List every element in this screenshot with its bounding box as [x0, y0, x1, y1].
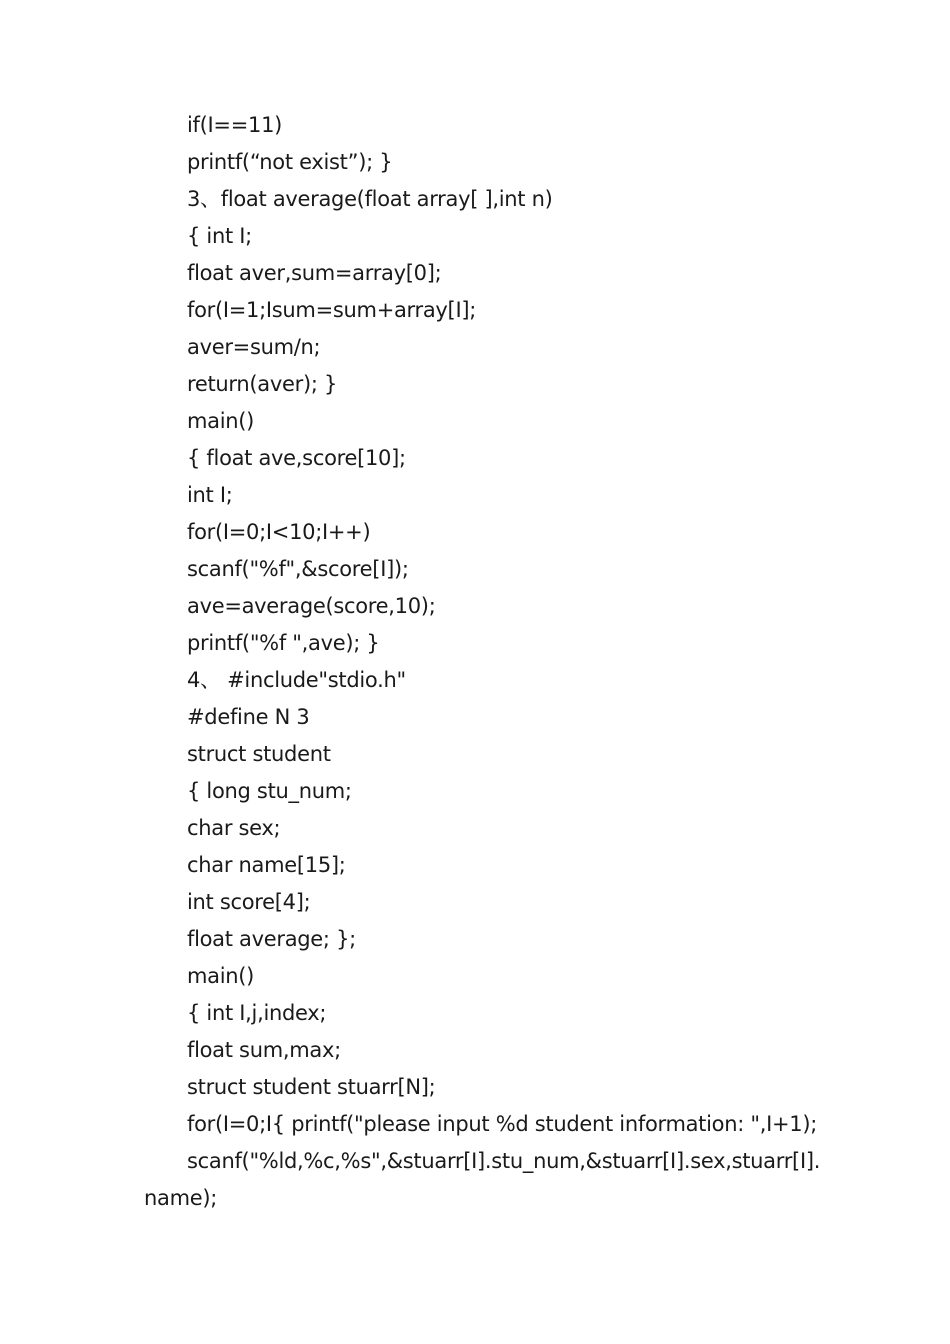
code-line: for(I=0;I{ printf("please input %d student information: ",I+1);	[187, 1112, 818, 1136]
code-line: #define N 3	[187, 705, 310, 729]
code-line-continuation: name);	[144, 1186, 218, 1210]
code-line: ave=average(score,10);	[187, 594, 436, 618]
code-line: { int I;	[187, 224, 252, 248]
code-line: { float ave,score[10];	[187, 446, 406, 470]
code-line: { long stu_num;	[187, 779, 352, 803]
code-line: scanf("%f",&score[I]);	[187, 557, 409, 581]
code-line: 3、float average(float array[ ],int n)	[187, 187, 553, 211]
code-line: float aver,sum=array[0];	[187, 261, 442, 285]
code-line: char name[15];	[187, 853, 346, 877]
code-listing	[0, 107, 950, 1217]
code-line: for(I=0;I<10;I++)	[187, 520, 371, 544]
code-line: for(I=1;Isum=sum+array[I];	[187, 298, 477, 322]
code-line: char sex;	[187, 816, 281, 840]
code-line: aver=sum/n;	[187, 335, 321, 359]
code-line: return(aver); }	[187, 372, 338, 396]
code-line: main()	[187, 409, 255, 433]
code-line: printf("%f ",ave); }	[187, 631, 380, 655]
code-line: int score[4];	[187, 890, 311, 914]
code-line: int I;	[187, 483, 233, 507]
code-line: main()	[187, 964, 255, 988]
code-line: { int I,j,index;	[187, 1001, 327, 1025]
code-line: if(I==11)	[187, 113, 283, 137]
code-line: struct student	[187, 742, 331, 766]
code-line: 4、 #include"stdio.h"	[187, 668, 406, 692]
code-line: scanf("%ld,%c,%s",&stuarr[I].stu_num,&stuarr[I].sex,stuarr[I].	[187, 1149, 821, 1173]
code-line: struct student stuarr[N];	[187, 1075, 436, 1099]
code-line: float average; };	[187, 927, 356, 951]
code-line: float sum,max;	[187, 1038, 341, 1062]
code-line: printf(“not exist”); }	[187, 150, 393, 174]
